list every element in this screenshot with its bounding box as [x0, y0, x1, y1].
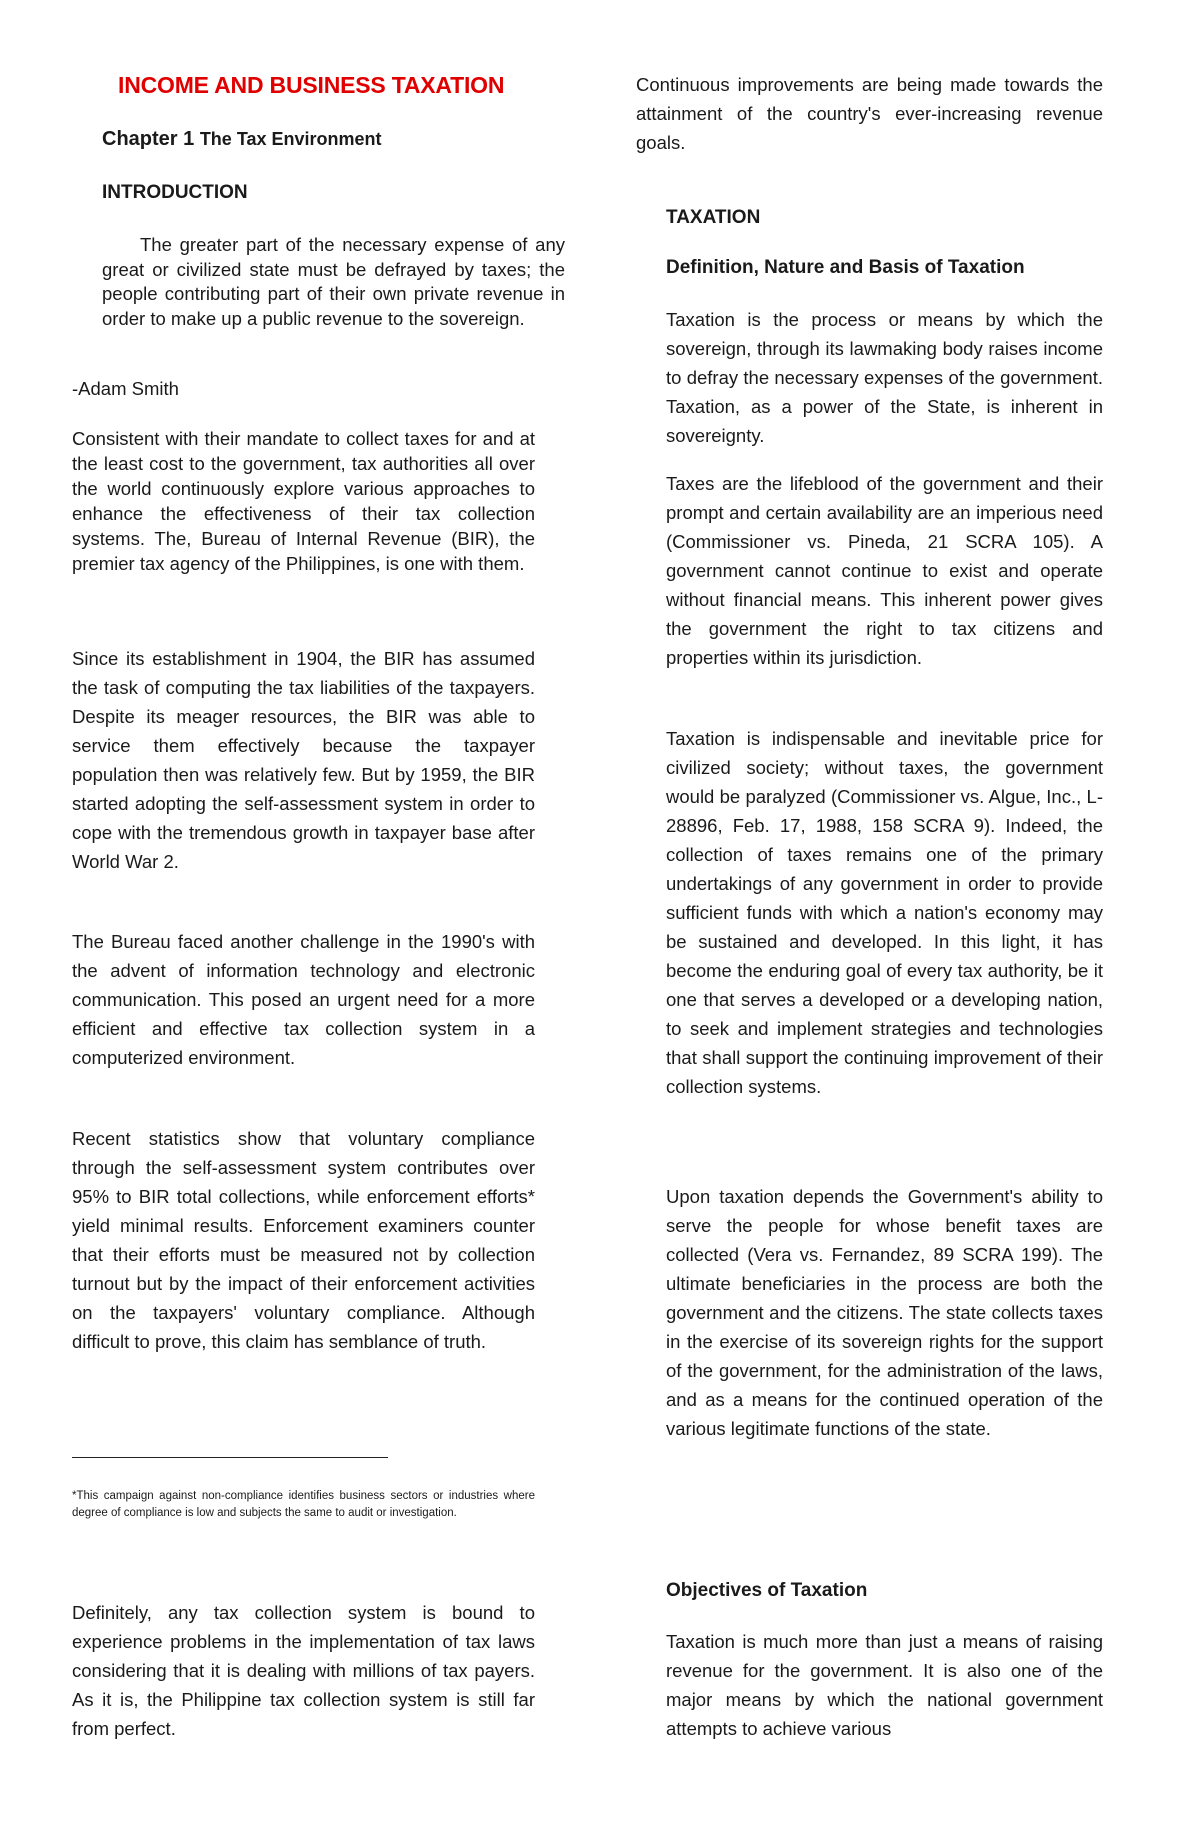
quote-attribution: -Adam Smith — [72, 378, 179, 399]
taxation-heading: TAXATION — [666, 207, 761, 228]
intro-paragraph-5: Definitely, any tax collection system is bound to experience problems in the implementation of tax laws considering that it is dealing with millions of tax payers. As it is, the Philippine tax collection system is still far from perfect. — [72, 1602, 535, 1739]
chapter-heading — [102, 128, 382, 151]
taxation-paragraph-4: Upon taxation depends the Government's ability to serve the people for whose benefit taxes are collected (Vera vs. Fernandez, 89 SCRA 199). The ultimate beneficiaries in the process are both the government and the citizens. The state collects taxes in the exercise of its sovereign rights for the support of the government, for the administration of the laws, and as a means for the continued operation of the various legitimate functions of the state. — [666, 1186, 1103, 1439]
intro-paragraph-1: Consistent with their mandate to collect taxes for and at the least cost to the government, tax authorities all over the world continuously explore various approaches to enhance the effectiveness of their tax collection systems. The, Bureau of Internal Revenue (BIR), the premier tax agency of the Philippines, is one with them. — [72, 428, 535, 574]
taxation-paragraph-3: Taxation is indispensable and inevitable price for civilized society; without taxes, the government would be paralyzed (Commissioner vs. Algue, Inc., L-28896, Feb. 17, 1988, 158 SCRA 9). Indeed, the collection of taxes remains one of the primary undertakings of any government in order to provide sufficient funds with which a nation's economy may be sustained and developed. In this light, it has become the enduring goal of every tax authority, be it one that serves a developed or a developing nation, to seek and implement strategies and technologies that shall support the continuing improvement of their collection systems. — [666, 728, 1103, 1097]
footnote-divider — [72, 1457, 388, 1458]
continuation-paragraph: Continuous improvements are being made towards the attainment of the country's ever-increasing revenue goals. — [636, 74, 1103, 153]
intro-paragraph-3: The Bureau faced another challenge in the 1990's with the advent of information technology and electronic communication. This posed an urgent need for a more efficient and effective tax collection system in a computerized environment. — [72, 931, 535, 1068]
chapter-title: The Tax Environment — [199, 129, 382, 149]
adam-smith-quote: The greater part of the necessary expense of any great or civilized state must be defrayed by taxes; the people contributing part of their own private revenue in order to make up a public revenue to the sovereign. — [102, 234, 565, 329]
intro-paragraph-4: Recent statistics show that voluntary compliance through the self-assessment system contributes over 95% to BIR total collections, while enforcement efforts* yield minimal results. Enforcement examiners counter that their efforts must be measured not by collection turnout but by the impact of their enforcement activities on the taxpayers' voluntary compliance. Although difficult to prove, this claim has semblance of truth. — [72, 1128, 535, 1352]
footnote: *This campaign against non-compliance identifies business sectors or industries where degree of compliance is low and subjects the same to audit or investigation. — [72, 1490, 535, 1519]
definition-heading: Definition, Nature and Basis of Taxation — [666, 257, 1025, 278]
document-title: INCOME AND BUSINESS TAXATION — [118, 72, 505, 98]
objectives-paragraph: Taxation is much more than just a means of raising revenue for the government. It is also one of the major means by which the national government attempts to achieve various — [666, 1631, 1103, 1739]
intro-paragraph-2: Since its establishment in 1904, the BIR has assumed the task of computing the tax liabilities of the taxpayers. Despite its meager resources, the BIR was able to service them effectively because the taxpayer population then was relatively few. But by 1959, the BIR started adopting the self-assessment system in order to cope with the tremendous growth in taxpayer base after World War 2. — [72, 648, 535, 872]
taxation-paragraph-1: Taxation is the process or means by which the sovereign, through its lawmaking body raises income to defray the necessary expenses of the government. Taxation, as a power of the State, is inherent in sovereignty. — [666, 309, 1103, 446]
chapter-number: Chapter 1 — [102, 128, 195, 150]
objectives-heading: Objectives of Taxation — [666, 1580, 868, 1601]
taxation-paragraph-2: Taxes are the lifeblood of the government and their prompt and certain availability are an imperious need (Commissioner vs. Pineda, 21 SCRA 105). A government cannot continue to exist and operate without financial means. This inherent power gives the government the right to tax citizens and properties within its jurisdiction. — [666, 473, 1103, 668]
introduction-heading: INTRODUCTION — [102, 182, 248, 203]
